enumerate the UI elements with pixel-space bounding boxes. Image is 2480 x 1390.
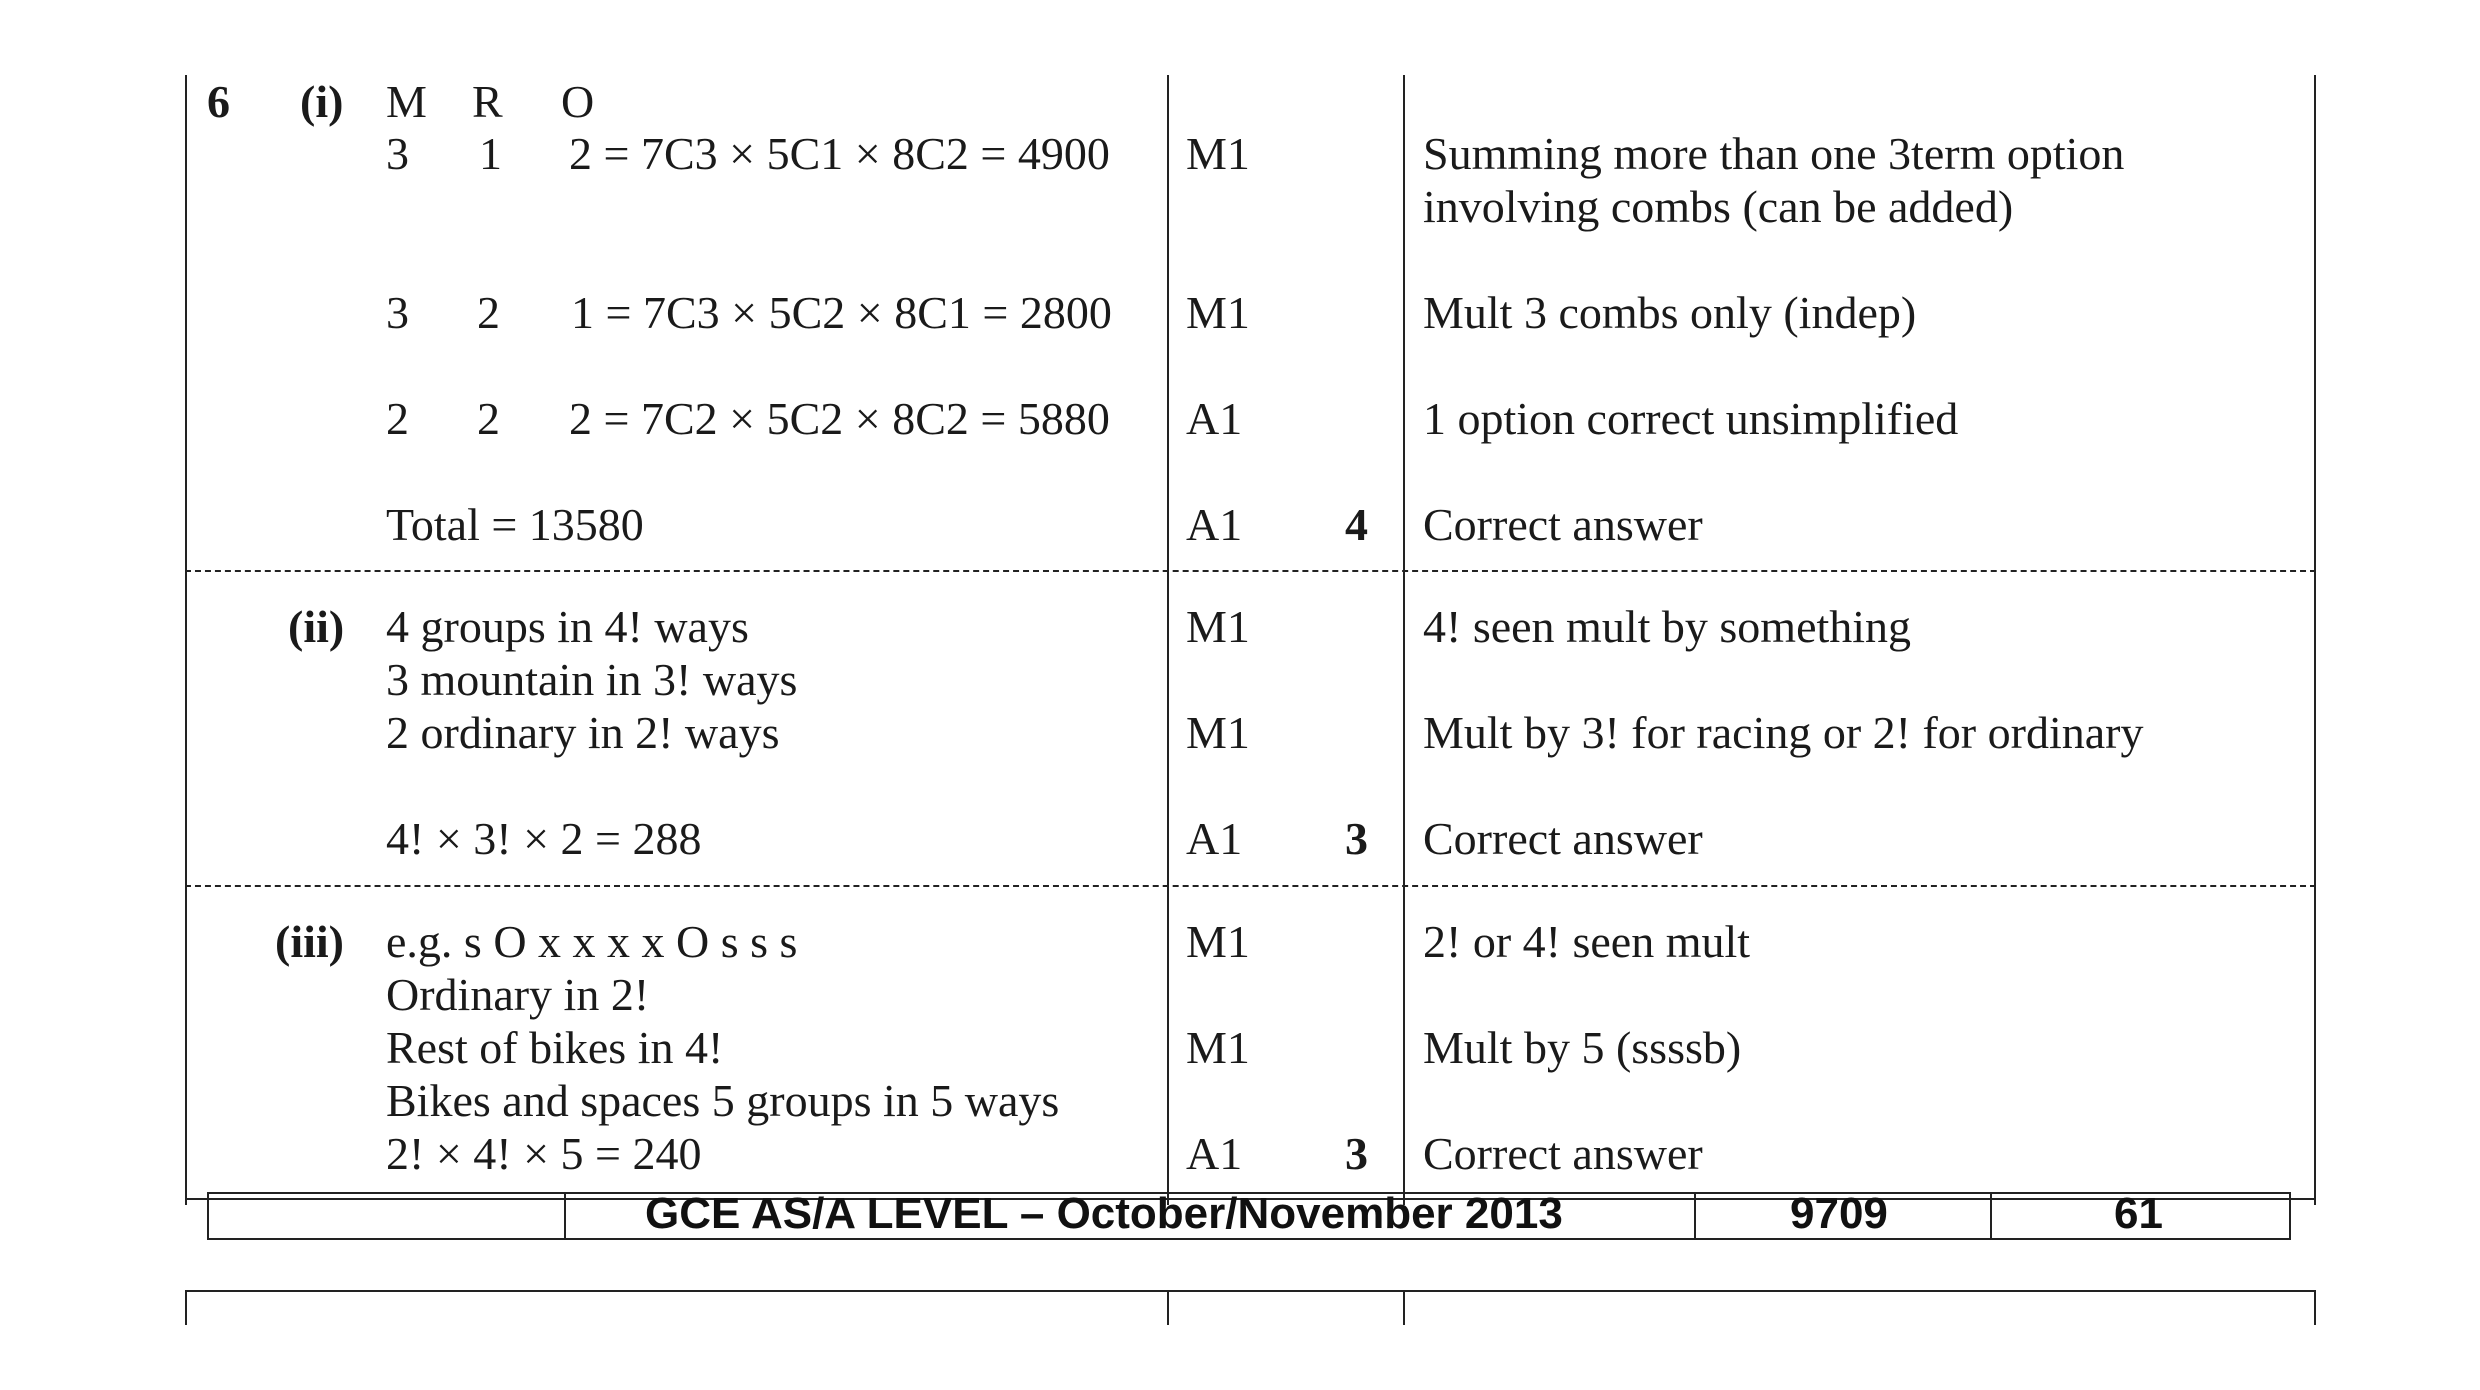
table-divider-answer — [1167, 75, 1169, 1205]
next-table-left-border — [185, 1290, 187, 1325]
part-label: (ii) — [288, 601, 345, 652]
mark-code: M1 — [1186, 601, 1250, 652]
next-table-divider-answer — [1167, 1290, 1169, 1325]
part-total-marks: 3 — [1345, 813, 1368, 864]
part-label: (i) — [300, 76, 344, 127]
mark-code: M1 — [1186, 707, 1250, 758]
next-table-top-border — [185, 1290, 2316, 1292]
working-line: Ordinary in 2! — [386, 969, 650, 1020]
question-number: 6 — [207, 76, 230, 127]
part-label: (iii) — [275, 916, 344, 967]
count-m: 3 — [386, 128, 409, 179]
mark-code: A1 — [1186, 499, 1243, 550]
exam-title: GCE AS/A LEVEL – October/November 2013 — [645, 1189, 1563, 1238]
count-r: 2 — [477, 393, 500, 444]
working-line: Rest of bikes in 4! — [386, 1022, 724, 1073]
guidance-text: Mult 3 combs only (indep) — [1423, 287, 1917, 338]
part-separator — [185, 570, 2316, 572]
working-line: 2 = 7C2 × 5C2 × 8C2 = 5880 — [569, 393, 1110, 444]
guidance-text: Summing more than one 3term option — [1423, 128, 2125, 179]
guidance-text: Correct answer — [1423, 813, 1703, 864]
guidance-text: Correct answer — [1423, 499, 1703, 550]
mark-code: A1 — [1186, 1128, 1243, 1179]
working-line: 2! × 4! × 5 = 240 — [386, 1128, 702, 1179]
guidance-text: 1 option correct unsimplified — [1423, 393, 1959, 444]
header-r: R — [472, 76, 503, 127]
working-line: 4 groups in 4! ways — [386, 601, 749, 652]
header-m: M — [386, 76, 427, 127]
working-total: Total = 13580 — [386, 499, 644, 550]
part-separator — [185, 885, 2316, 887]
working-line: 2 = 7C3 × 5C1 × 8C2 = 4900 — [569, 128, 1110, 179]
part-total-marks: 3 — [1345, 1128, 1368, 1179]
guidance-text: Mult by 5 (ssssb) — [1423, 1022, 1742, 1073]
table-divider-marks — [1403, 75, 1405, 1205]
working-line: e.g. s O x x x x O s s s — [386, 916, 798, 967]
header-o: O — [561, 76, 595, 127]
count-r: 2 — [477, 287, 500, 338]
mark-code: M1 — [1186, 287, 1250, 338]
count-m: 2 — [386, 393, 409, 444]
count-r: 1 — [479, 128, 502, 179]
working-line: Bikes and spaces 5 groups in 5 ways — [386, 1075, 1060, 1126]
guidance-text: 2! or 4! seen mult — [1423, 916, 1751, 967]
guidance-text: Correct answer — [1423, 1128, 1703, 1179]
mark-code: M1 — [1186, 128, 1250, 179]
mark-code: M1 — [1186, 1022, 1250, 1073]
working-line: 1 = 7C3 × 5C2 × 8C1 = 2800 — [571, 287, 1112, 338]
guidance-text: 4! seen mult by something — [1423, 601, 1912, 652]
next-table-divider-marks — [1403, 1290, 1405, 1325]
working-line: 3 mountain in 3! ways — [386, 654, 798, 705]
count-m: 3 — [386, 287, 409, 338]
part-total-marks: 4 — [1345, 499, 1368, 550]
guidance-text: involving combs (can be added) — [1423, 181, 2014, 232]
mark-code: A1 — [1186, 393, 1243, 444]
syllabus-code: 9709 — [1790, 1189, 1888, 1238]
paper-number: 61 — [2114, 1189, 2163, 1238]
table-left-border — [185, 75, 187, 1205]
guidance-text: Mult by 3! for racing or 2! for ordinary — [1423, 707, 2144, 758]
mark-code: M1 — [1186, 916, 1250, 967]
next-table-right-border — [2314, 1290, 2316, 1325]
working-line: 4! × 3! × 2 = 288 — [386, 813, 702, 864]
table-right-border — [2314, 75, 2316, 1205]
working-line: 2 ordinary in 2! ways — [386, 707, 780, 758]
mark-code: A1 — [1186, 813, 1243, 864]
